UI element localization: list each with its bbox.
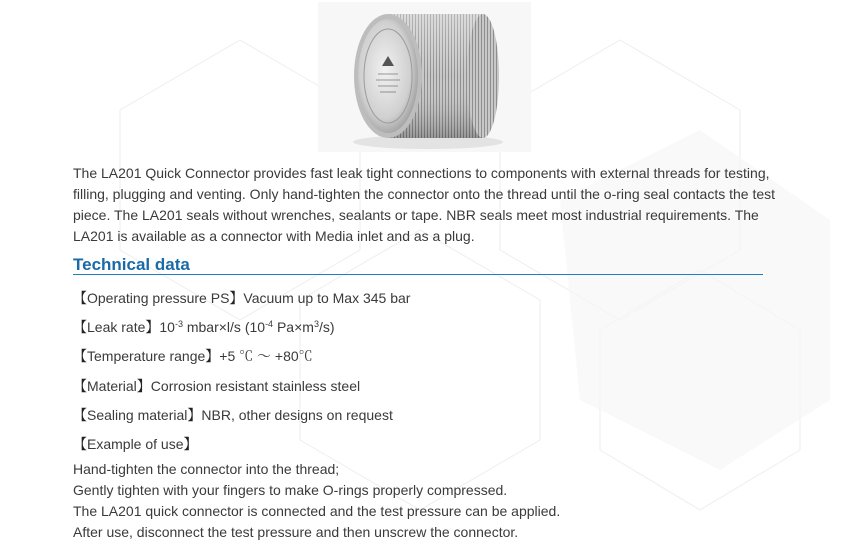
spec-value: +5 ℃ ～ +80℃ <box>219 348 313 364</box>
usage-step: The LA201 quick connector is connected and the test pressure can be applied. <box>73 503 561 519</box>
spec-value: NBR, other designs on request <box>201 407 393 423</box>
spec-sealing-material: 【Sealing material】NBR, other designs on request <box>73 407 393 423</box>
spec-label: Material <box>87 378 137 394</box>
spec-value: Corrosion resistant stainless steel <box>150 378 361 394</box>
spec-material: 【Material】Corrosion resistant stainless steel <box>73 378 361 394</box>
spec-label: Sealing material <box>87 407 188 423</box>
usage-step: After use, disconnect the test pressure and then unscrew the connector. <box>73 524 519 540</box>
spec-operating-pressure: 【Operating pressure PS】Vacuum up to Max 345 bar <box>73 290 411 306</box>
spec-label: Temperature range <box>87 348 206 364</box>
spec-value: Vacuum up to Max 345 bar <box>243 290 411 306</box>
usage-step: Gently tighten with your fingers to make O-rings properly compressed. <box>73 482 508 498</box>
quick-connector-image <box>318 2 531 152</box>
spec-leak-rate: 【Leak rate】$10^{-3}$ mbar×l/s ($10^{-4}$ $Pa\times m^3/s$) <box>73 319 335 335</box>
usage-step: Hand-tighten the connector into the thread; <box>73 461 340 477</box>
spec-example-of-use: 【Example of use】 <box>73 436 198 452</box>
spec-label: Example of use <box>87 436 184 452</box>
technical-data-heading: Technical data <box>73 255 763 275</box>
spec-temperature-range: 【Temperature range】+5 ℃ ～ +80℃ <box>73 348 313 364</box>
intro-paragraph: The LA201 Quick Connector provides fast leak tight connections to components with external threads for testing, filling, plugging and venting. Only hand-tighten the connector onto the thread until the o-ring seal contacts the test piece. The LA201 seals without wrenches, sealants or tape. NBR seals meet most industrial requirements. The LA201 is available as a connector with Media inlet and as a plug. <box>73 165 776 244</box>
spec-label: Leak rate <box>87 319 146 335</box>
product-photo <box>318 2 531 152</box>
spec-value: $10^{-3}$ mbar×l/s ($10^{-4}$ $Pa\times m^3/s$) <box>159 319 335 335</box>
spec-label: Operating pressure PS <box>87 290 230 306</box>
